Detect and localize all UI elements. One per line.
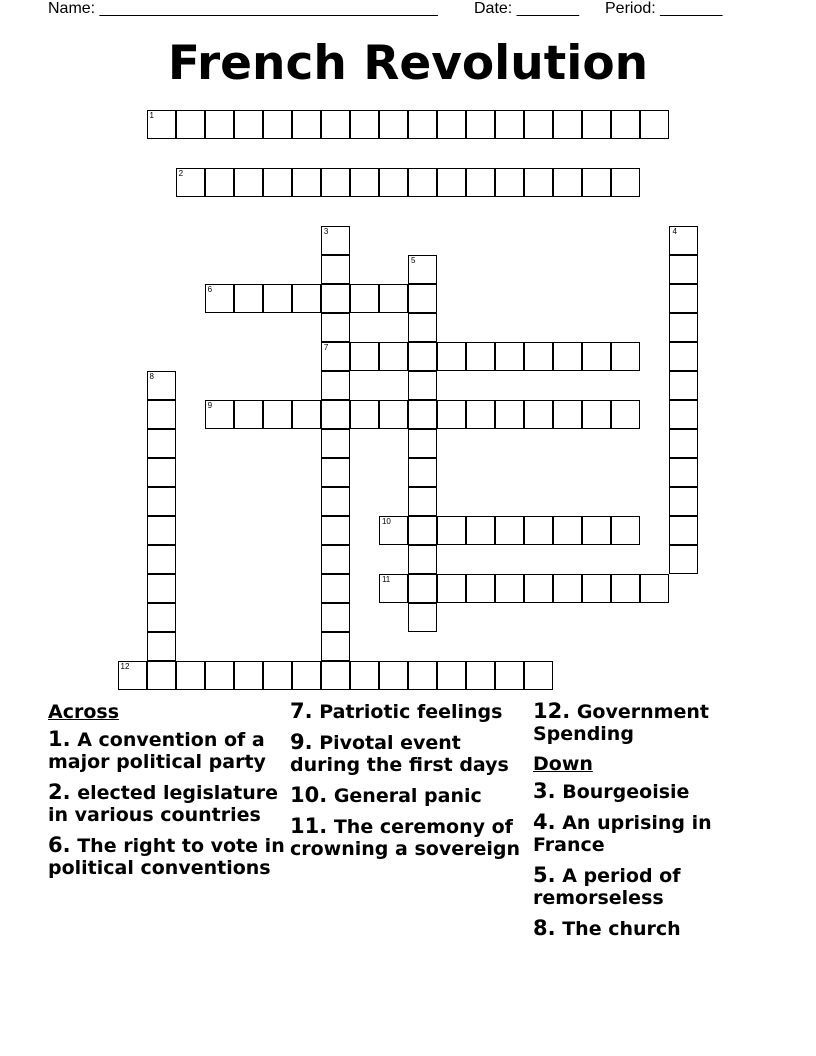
grid-cell[interactable] (292, 110, 321, 139)
grid-cell[interactable] (466, 661, 495, 690)
clue-across-1: 1. A convention of a major political party (48, 727, 266, 773)
grid-cell[interactable] (466, 574, 495, 603)
grid-cell[interactable] (263, 110, 292, 139)
clue-down-8: 8. The church (533, 916, 681, 940)
grid-cell[interactable] (669, 255, 698, 284)
grid-cell[interactable] (147, 545, 176, 574)
clue-number-label: 6 (207, 284, 213, 294)
grid-cell[interactable] (176, 168, 205, 197)
grid-cell[interactable] (147, 371, 176, 400)
grid-cell[interactable] (321, 168, 350, 197)
grid-cell[interactable] (466, 342, 495, 371)
grid-cell[interactable] (495, 516, 524, 545)
grid-cell[interactable] (524, 110, 553, 139)
grid-cell[interactable] (263, 400, 292, 429)
grid-cell[interactable] (205, 284, 234, 313)
grid-cell[interactable] (408, 603, 437, 632)
grid-cell[interactable] (234, 661, 263, 690)
grid-cell[interactable] (669, 516, 698, 545)
grid-cell[interactable] (524, 400, 553, 429)
page-title: French Revolution (167, 36, 649, 91)
grid-cell[interactable] (321, 400, 350, 429)
grid-cell[interactable] (147, 458, 176, 487)
grid-cell[interactable] (147, 632, 176, 661)
grid-cell[interactable] (408, 342, 437, 371)
grid-cell[interactable] (147, 429, 176, 458)
grid-cell[interactable] (669, 458, 698, 487)
grid-cell[interactable] (321, 110, 350, 139)
grid-cell[interactable] (669, 313, 698, 342)
grid-cell[interactable] (321, 661, 350, 690)
date-field-label: Date: _______ (474, 0, 579, 17)
grid-cell[interactable] (495, 661, 524, 690)
period-field-label: Period: _______ (605, 0, 723, 17)
grid-cell[interactable] (553, 110, 582, 139)
grid-cell[interactable] (611, 574, 640, 603)
grid-cell[interactable] (669, 371, 698, 400)
grid-cell[interactable] (321, 371, 350, 400)
grid-cell[interactable] (669, 342, 698, 371)
across-heading: Across (48, 701, 120, 723)
grid-cell[interactable] (321, 516, 350, 545)
clue-across-2: 2. elected legislature in various countries (48, 780, 278, 826)
grid-cell[interactable] (437, 661, 466, 690)
grid-cell[interactable] (408, 574, 437, 603)
grid-cell[interactable] (524, 661, 553, 690)
grid-cell[interactable] (147, 661, 176, 690)
grid-cell[interactable] (292, 284, 321, 313)
grid-cell[interactable] (669, 487, 698, 516)
grid-cell[interactable] (321, 545, 350, 574)
grid-cell[interactable] (379, 342, 408, 371)
grid-cell[interactable] (408, 487, 437, 516)
grid-cell[interactable] (466, 168, 495, 197)
grid-cell[interactable] (408, 371, 437, 400)
grid-cell[interactable] (205, 400, 234, 429)
clue-number-label: 11 (381, 575, 391, 585)
grid-cell[interactable] (437, 400, 466, 429)
grid-cell[interactable] (582, 168, 611, 197)
grid-cell[interactable] (466, 516, 495, 545)
clue-number-label: 10 (381, 517, 391, 527)
grid-cell[interactable] (350, 284, 379, 313)
clue-down-4: 4. An uprising in France (533, 810, 712, 856)
grid-cell[interactable] (408, 255, 437, 284)
grid-cell[interactable] (292, 400, 321, 429)
clue-across-6: 6. The right to vote in political conventions (48, 833, 285, 879)
grid-cell[interactable] (611, 516, 640, 545)
grid-cell[interactable] (408, 284, 437, 313)
grid-cell[interactable] (640, 110, 669, 139)
grid-cell[interactable] (118, 661, 147, 690)
grid-cell[interactable] (408, 516, 437, 545)
grid-cell[interactable] (408, 110, 437, 139)
grid-cell[interactable] (524, 574, 553, 603)
clue-number-label: 4 (672, 226, 677, 236)
grid-cell[interactable] (263, 168, 292, 197)
grid-cell[interactable] (147, 574, 176, 603)
grid-cell[interactable] (379, 661, 408, 690)
clue-down-3: 3. Bourgeoisie (533, 779, 690, 803)
grid-cell[interactable] (147, 487, 176, 516)
grid-cell[interactable] (350, 400, 379, 429)
clue-column-2 (290, 700, 530, 868)
grid-cell[interactable] (147, 400, 176, 429)
grid-cell[interactable] (350, 342, 379, 371)
clue-column-3 (533, 700, 773, 948)
grid-cell[interactable] (437, 516, 466, 545)
name-field-label: Name: ______________________________________ (48, 0, 438, 17)
grid-cell[interactable] (205, 168, 234, 197)
clue-number-label: 5 (411, 255, 416, 265)
clue-list (0, 700, 816, 1030)
clue-number-label: 8 (149, 371, 154, 381)
grid-cell[interactable] (640, 574, 669, 603)
grid-cell[interactable] (234, 284, 263, 313)
grid-cell[interactable] (669, 284, 698, 313)
grid-cell[interactable] (147, 110, 176, 139)
grid-cell[interactable] (524, 516, 553, 545)
grid-cell[interactable] (321, 284, 350, 313)
grid-cell[interactable] (437, 168, 466, 197)
clue-across-7: 7. Patriotic feelings (290, 699, 503, 723)
grid-cell[interactable] (321, 342, 350, 371)
grid-cell[interactable] (263, 284, 292, 313)
grid-cell[interactable] (379, 400, 408, 429)
grid-cell[interactable] (582, 516, 611, 545)
grid-cell[interactable] (408, 458, 437, 487)
grid-cell[interactable] (553, 574, 582, 603)
grid-cell[interactable] (553, 400, 582, 429)
grid-cell[interactable] (408, 313, 437, 342)
grid-cell[interactable] (611, 168, 640, 197)
grid-cell[interactable] (321, 574, 350, 603)
grid-cell[interactable] (379, 110, 408, 139)
clue-number-label: 9 (207, 401, 213, 410)
grid-cell[interactable] (582, 342, 611, 371)
grid-cell[interactable] (379, 284, 408, 313)
grid-cell[interactable] (408, 545, 437, 574)
clue-down-5: 5. A period of remorseless (533, 863, 681, 909)
grid-cell[interactable] (495, 400, 524, 429)
grid-cell[interactable] (495, 168, 524, 197)
clue-number-label: 3 (323, 226, 329, 236)
grid-cell[interactable] (611, 110, 640, 139)
grid-cell[interactable] (379, 168, 408, 197)
grid-cell[interactable] (553, 342, 582, 371)
grid-cell[interactable] (582, 110, 611, 139)
grid-cell[interactable] (611, 400, 640, 429)
grid-cell[interactable] (234, 110, 263, 139)
down-heading: Down (533, 753, 593, 775)
grid-cell[interactable] (321, 226, 350, 255)
grid-cell[interactable] (466, 110, 495, 139)
grid-cell[interactable] (234, 168, 263, 197)
grid-cell[interactable] (263, 661, 292, 690)
grid-cell[interactable] (379, 574, 408, 603)
clue-number-label: 12 (120, 662, 130, 672)
clue-across-9: 9. Pivotal event during the first days (290, 730, 509, 776)
grid-cell[interactable] (466, 400, 495, 429)
grid-cell[interactable] (553, 168, 582, 197)
grid-cell[interactable] (205, 661, 234, 690)
grid-cell[interactable] (321, 313, 350, 342)
grid-cell[interactable] (205, 110, 234, 139)
grid-cell[interactable] (553, 516, 582, 545)
grid-cell[interactable] (408, 661, 437, 690)
grid-cell[interactable] (379, 516, 408, 545)
grid-cell[interactable] (669, 226, 698, 255)
clue-across-10: 10. General panic (290, 783, 482, 807)
grid-cell[interactable] (147, 516, 176, 545)
clue-across-11: 11. The ceremony of crowning a sovereign (290, 814, 520, 860)
grid-cell[interactable] (321, 487, 350, 516)
grid-cell[interactable] (350, 110, 379, 139)
grid-cell[interactable] (321, 632, 350, 661)
grid-cell[interactable] (350, 168, 379, 197)
grid-cell[interactable] (292, 168, 321, 197)
grid-cell[interactable] (582, 400, 611, 429)
grid-cell[interactable] (524, 342, 553, 371)
grid-cell[interactable] (292, 661, 321, 690)
grid-cell[interactable] (582, 574, 611, 603)
grid-cell[interactable] (234, 400, 263, 429)
clue-number-label: 2 (178, 168, 184, 178)
grid-cell[interactable] (350, 661, 379, 690)
clue-column-1 (48, 700, 288, 887)
grid-cell[interactable] (495, 110, 524, 139)
clue-number-label: 7 (323, 342, 329, 352)
grid-cell[interactable] (321, 429, 350, 458)
grid-cell[interactable] (147, 603, 176, 632)
grid-cell[interactable] (669, 400, 698, 429)
grid-cell[interactable] (495, 342, 524, 371)
clue-number-label: 1 (149, 110, 154, 120)
grid-cell[interactable] (669, 429, 698, 458)
grid-cell[interactable] (321, 255, 350, 284)
grid-cell[interactable] (611, 342, 640, 371)
clue-across-12: 12. Government Spending (533, 699, 709, 745)
grid-cell[interactable] (176, 110, 205, 139)
grid-cell[interactable] (437, 110, 466, 139)
grid-cell[interactable] (495, 574, 524, 603)
grid-cell[interactable] (408, 429, 437, 458)
grid-cell[interactable] (408, 168, 437, 197)
grid-cell[interactable] (437, 342, 466, 371)
grid-cell[interactable] (321, 603, 350, 632)
grid-cell[interactable] (669, 545, 698, 574)
grid-cell[interactable] (176, 661, 205, 690)
grid-cell[interactable] (524, 168, 553, 197)
grid-cell[interactable] (321, 458, 350, 487)
grid-cell[interactable] (408, 400, 437, 429)
grid-cell[interactable] (437, 574, 466, 603)
